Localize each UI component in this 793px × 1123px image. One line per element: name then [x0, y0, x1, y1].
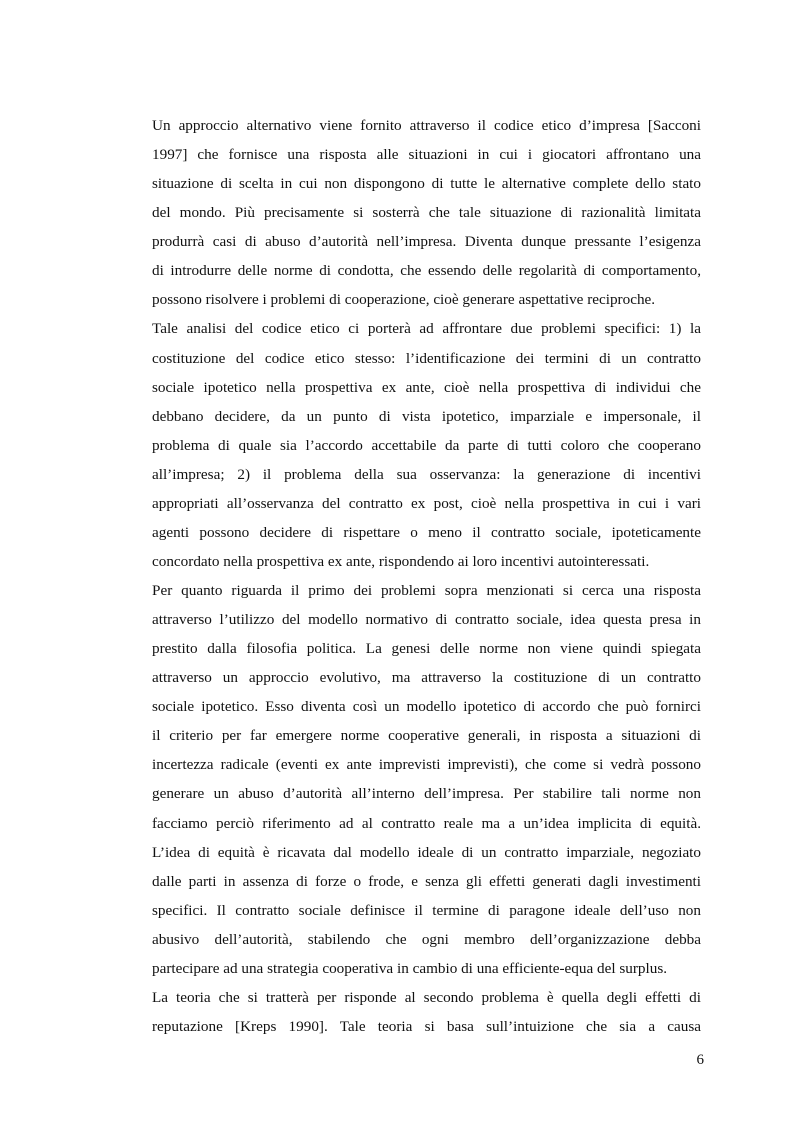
- text-line: dalle parti in assenza di forze o frode, e senza gli effetti generati dagli investimenti: [152, 872, 701, 890]
- text-line: attraverso l’utilizzo del modello normativo di contratto sociale, idea questa presa in: [152, 611, 701, 629]
- text-line: Per quanto riguarda il primo dei problemi sopra menzionati si cerca una risposta: [152, 582, 701, 599]
- text-line: 1997] che fornisce una risposta alle situazioni in cui i giocatori affrontano una: [152, 146, 701, 164]
- text-line: sociale ipotetico. Esso diventa così un modello ipotetico di accordo che può fornirci: [152, 698, 701, 716]
- text-line: partecipare ad una strategia cooperativa in cambio di una efficiente-equa del surplus.: [152, 959, 668, 977]
- text-line: situazione di scelta in cui non dispongono di tutte le alternative complete dello stato: [152, 175, 701, 193]
- body-text: [152, 111, 701, 1041]
- text-line: reputazione [Kreps 1990]. Tale teoria si basa sull’intuizione che sia a causa: [152, 1017, 701, 1035]
- text-line: sociale ipotetico nella prospettiva ex ante, cioè nella prospettiva di individui che: [152, 378, 701, 396]
- text-line: produrrà casi di abuso d’autorità nell’impresa. Diventa dunque pressante l’esigenza: [152, 233, 701, 251]
- text-line: debbano decidere, da un punto di vista ipotetico, imparziale e impersonale, il: [152, 407, 701, 425]
- text-line: di introdurre delle norme di condotta, che essendo delle regolarità di comportamento,: [152, 262, 701, 280]
- text-line: Tale analisi del codice etico ci porterà ad affrontare due problemi specifici: 1) la: [152, 320, 701, 338]
- text-line: attraverso un approccio evolutivo, ma attraverso la costituzione di un contratto: [152, 669, 701, 687]
- text-line: specifici. Il contratto sociale definisce il termine di paragone ideale dell’uso non: [152, 901, 701, 919]
- text-line: problema di quale sia l’accordo accettabile da parte di tutti coloro che cooperano: [152, 436, 701, 454]
- text-line: possono risolvere i problemi di cooperazione, cioè generare aspettative reciproche.: [152, 291, 656, 309]
- text-line: costituzione del codice etico stesso: l’identificazione dei termini di un contratto: [152, 349, 701, 367]
- text-line: abusivo dell’autorità, stabilendo che ogni membro dell’organizzazione debba: [152, 930, 701, 948]
- text-line: appropriati all’osservanza del contratto ex post, cioè nella prospettiva in cui i vari: [152, 494, 701, 512]
- text-line: La teoria che si tratterà per risponde al secondo problema è quella degli effetti di: [152, 988, 701, 1006]
- text-line: del mondo. Più precisamente si sosterrà che tale situazione di razionalità limitata: [152, 204, 701, 222]
- text-line: Un approccio alternativo viene fornito attraverso il codice etico d’impresa [Sacconi: [152, 117, 701, 134]
- text-line: facciamo perciò riferimento ad al contratto reale ma a un’idea implicita di equità.: [152, 814, 701, 832]
- text-line: incertezza radicale (eventi ex ante imprevisti imprevisti), che come si vedrà possono: [152, 756, 701, 774]
- text-line: agenti possono decidere di rispettare o meno il contratto sociale, ipoteticamente: [152, 523, 701, 541]
- text-line: il criterio per far emergere norme cooperative generali, in risposta a situazioni di: [152, 727, 701, 745]
- text-line: prestito dalla filosofia politica. La genesi delle norme non viene quindi spiegata: [152, 640, 701, 658]
- text-line: concordato nella prospettiva ex ante, rispondendo ai loro incentivi autointeressati.: [152, 552, 650, 570]
- text-line: generare un abuso d’autorità all’interno dell’impresa. Per stabilire tali norme non: [152, 785, 701, 803]
- text-line: L’idea di equità è ricavata dal modello ideale di un contratto imparziale, negoziato: [152, 843, 701, 861]
- text-line: all’impresa; 2) il problema della sua osservanza: la generazione di incentivi: [152, 465, 701, 483]
- page-number: 6: [696, 1052, 704, 1068]
